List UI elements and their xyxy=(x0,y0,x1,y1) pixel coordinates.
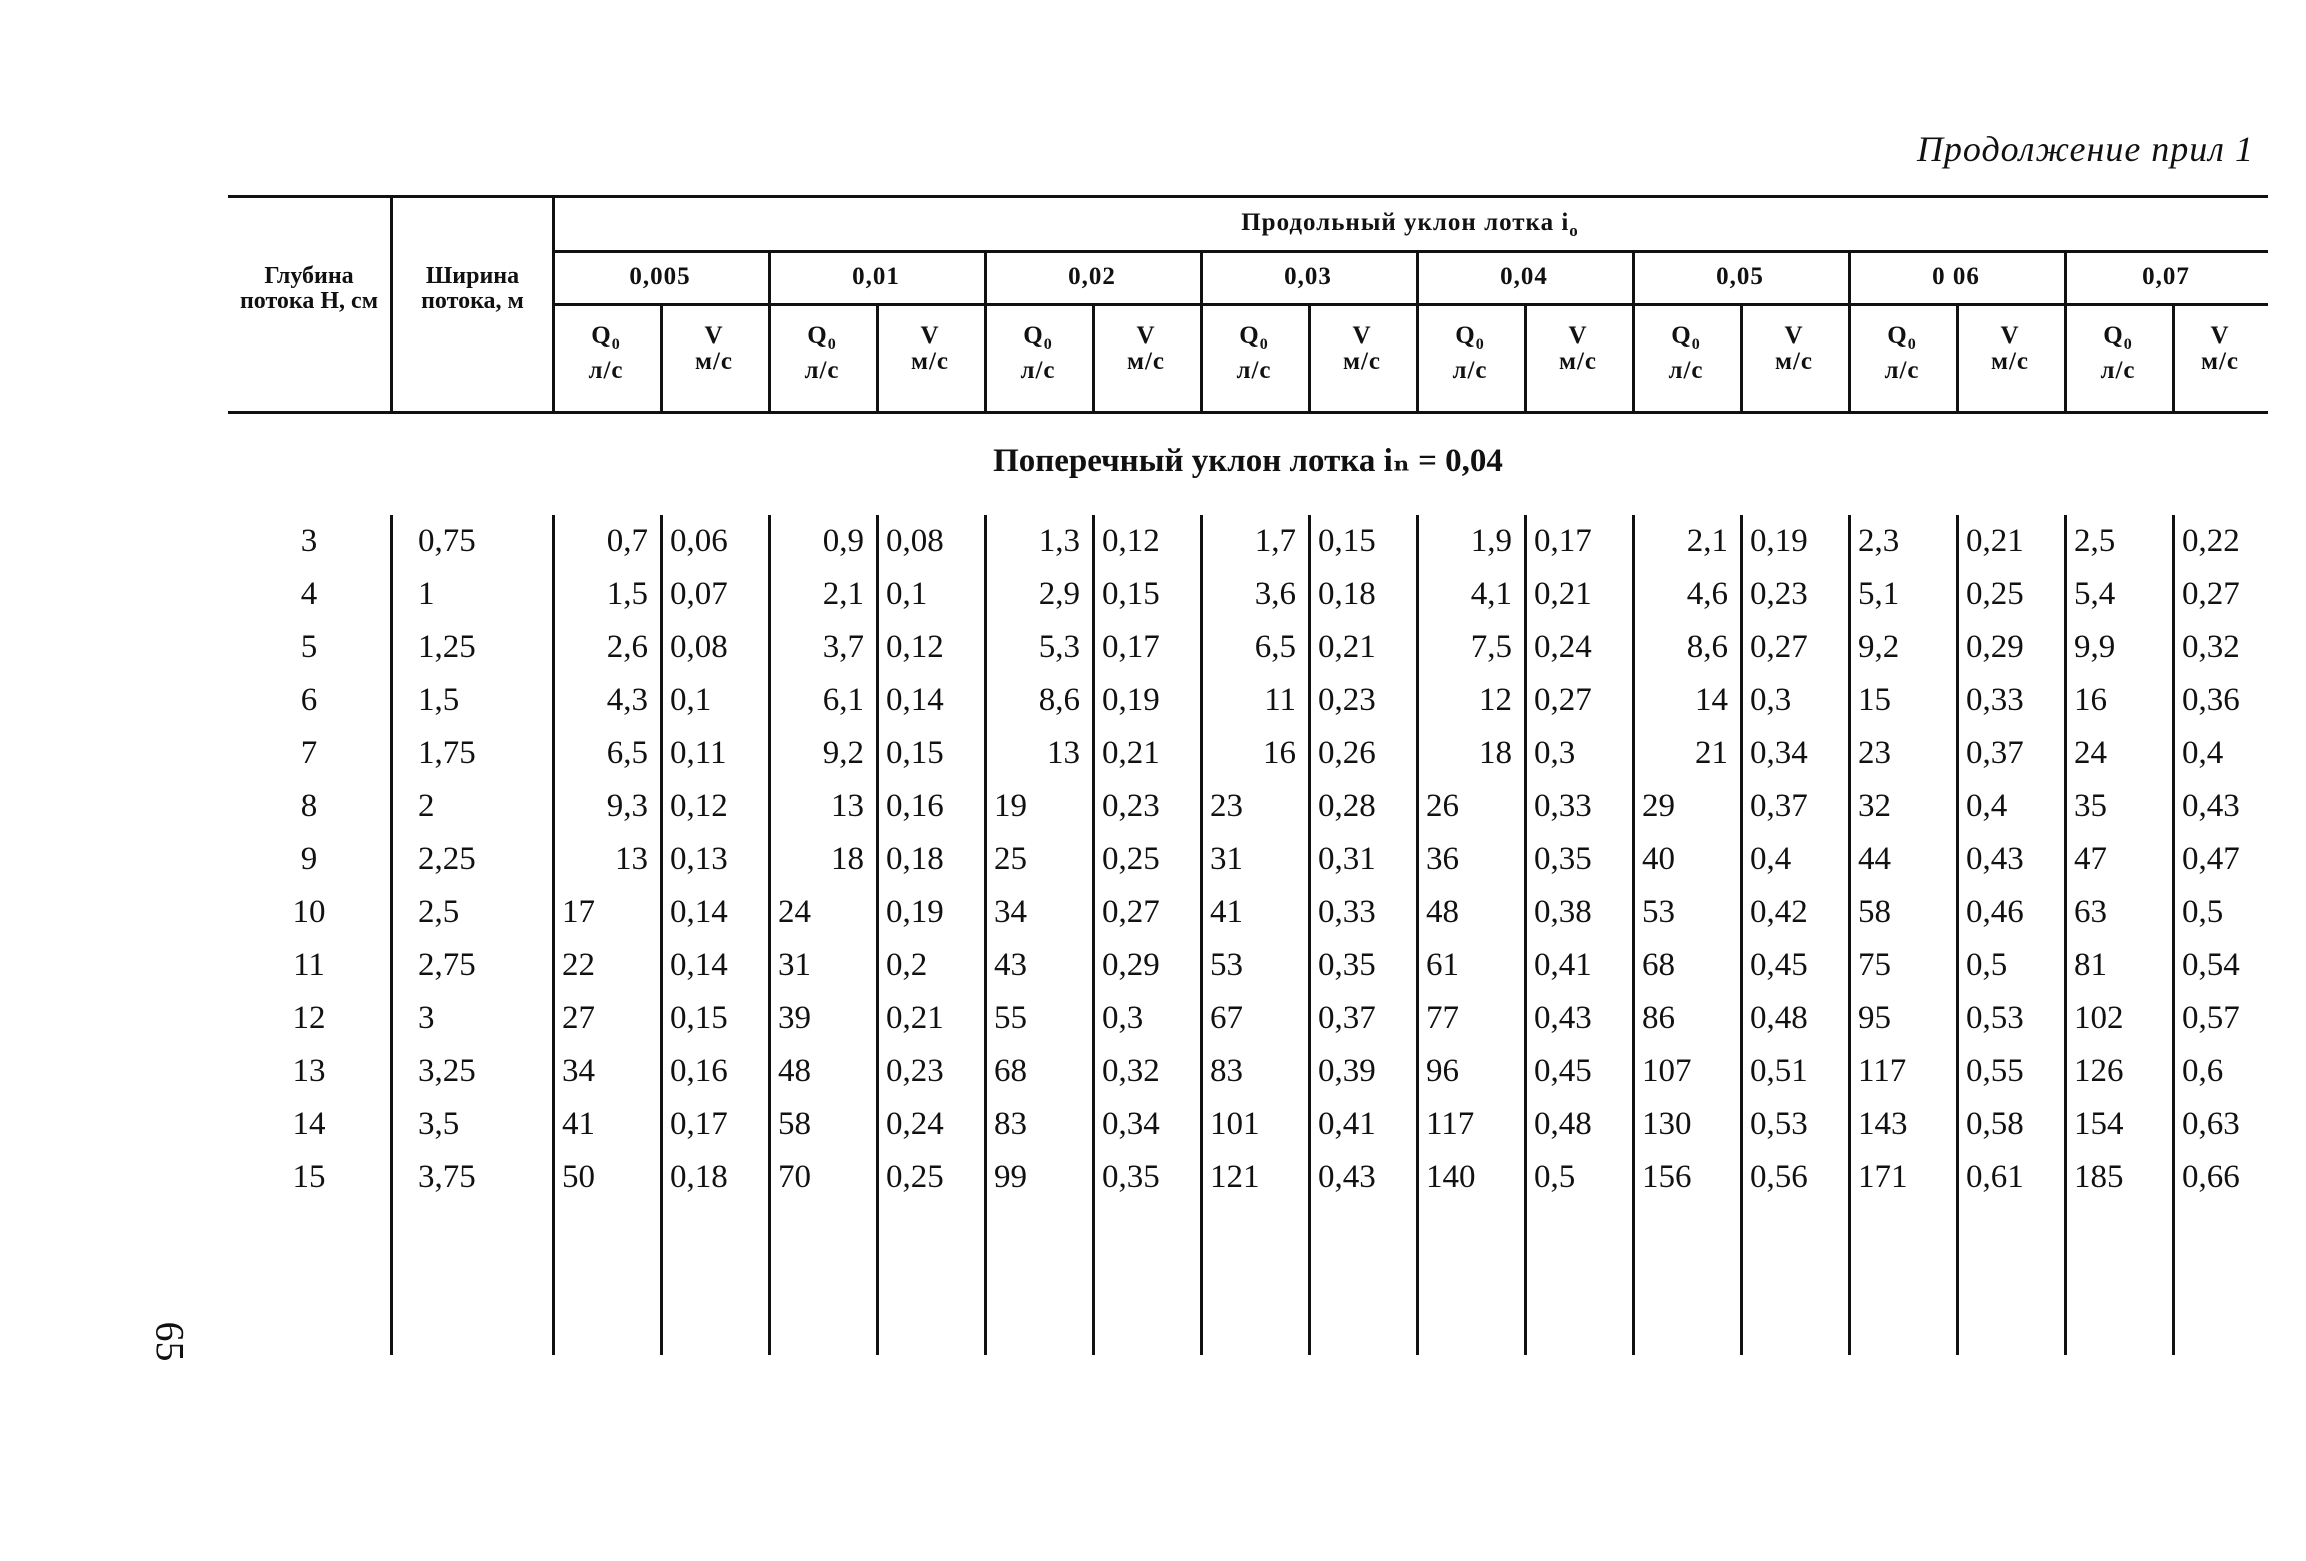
velocity-cell: 0,45 xyxy=(1750,947,1808,983)
flow-cell: 25 xyxy=(994,841,1027,877)
velocity-cell: 0,21 xyxy=(1966,523,2024,559)
velocity-cell: 0,35 xyxy=(1534,841,1592,877)
flow-cell: 34 xyxy=(562,1053,595,1089)
flow-cell: 12 xyxy=(1479,682,1512,718)
flow-cell: 8,6 xyxy=(1686,629,1728,665)
flow-cell: 58 xyxy=(778,1106,811,1142)
velocity-cell: 0,3 xyxy=(1102,1000,1144,1036)
flow-cell: 26 xyxy=(1426,788,1459,824)
flow-cell: 2,5 xyxy=(2074,523,2116,559)
page-number: 65 xyxy=(147,1321,193,1362)
q-flow-column-header: $Q_0$ л/с xyxy=(1884,322,1920,384)
velocity-cell: 0,12 xyxy=(1102,523,1160,559)
table-row xyxy=(228,568,2268,621)
flow-cell: 121 xyxy=(1210,1159,1260,1195)
velocity-cell: 0,2 xyxy=(886,947,928,983)
flow-cell: 47 xyxy=(2074,841,2107,877)
velocity-column-header: V м/с xyxy=(2200,322,2240,375)
velocity-column-header: V м/с xyxy=(1990,322,2030,375)
velocity-cell: 0,28 xyxy=(1318,788,1376,824)
velocity-cell: 0,63 xyxy=(2182,1106,2240,1142)
flow-cell: 18 xyxy=(831,841,864,877)
velocity-cell: 0,12 xyxy=(670,788,728,824)
flow-cell: 13 xyxy=(615,841,648,877)
flow-cell: 70 xyxy=(778,1159,811,1195)
table-row xyxy=(228,1098,2268,1151)
velocity-cell: 0,26 xyxy=(1318,735,1376,771)
velocity-cell: 0,43 xyxy=(1318,1159,1376,1195)
velocity-column-header: V м/с xyxy=(694,322,734,375)
velocity-cell: 0,43 xyxy=(1534,1000,1592,1036)
velocity-cell: 0,4 xyxy=(2182,735,2224,771)
velocity-cell: 0,21 xyxy=(1318,629,1376,665)
flow-cell: 55 xyxy=(994,1000,1027,1036)
slope-value: 0,03 xyxy=(1284,263,1332,290)
velocity-cell: 0,66 xyxy=(2182,1159,2240,1195)
table-row xyxy=(228,939,2268,992)
depth-cell: 4 xyxy=(300,576,318,612)
flow-cell: 171 xyxy=(1858,1159,1908,1195)
flow-cell: 24 xyxy=(778,894,811,930)
flow-cell: 154 xyxy=(2074,1106,2124,1142)
flow-cell: 3,6 xyxy=(1254,576,1296,612)
width-cell: 1,75 xyxy=(418,735,476,771)
flow-cell: 35 xyxy=(2074,788,2107,824)
flow-cell: 53 xyxy=(1642,894,1675,930)
flow-cell: 19 xyxy=(994,788,1027,824)
velocity-cell: 0,33 xyxy=(1318,894,1376,930)
flow-cell: 13 xyxy=(831,788,864,824)
flow-cell: 2,9 xyxy=(1038,576,1080,612)
velocity-cell: 0,31 xyxy=(1318,841,1376,877)
flow-cell: 6,1 xyxy=(822,682,864,718)
flow-cell: 18 xyxy=(1479,735,1512,771)
width-cell: 2,5 xyxy=(418,894,460,930)
table-row xyxy=(228,992,2268,1045)
flow-cell: 15 xyxy=(1858,682,1891,718)
velocity-cell: 0,43 xyxy=(2182,788,2240,824)
velocity-cell: 0,61 xyxy=(1966,1159,2024,1195)
velocity-cell: 0,53 xyxy=(1966,1000,2024,1036)
flow-cell: 107 xyxy=(1642,1053,1692,1089)
flow-cell: 4,6 xyxy=(1686,576,1728,612)
depth-cell: 11 xyxy=(293,947,325,983)
flow-cell: 9,2 xyxy=(1858,629,1900,665)
velocity-cell: 0,51 xyxy=(1750,1053,1808,1089)
velocity-cell: 0,41 xyxy=(1534,947,1592,983)
depth-cell: 14 xyxy=(292,1106,326,1142)
flow-cell: 0,9 xyxy=(822,523,864,559)
velocity-cell: 0,4 xyxy=(1966,788,2008,824)
velocity-cell: 0,23 xyxy=(1750,576,1808,612)
flow-cell: 16 xyxy=(1263,735,1296,771)
flow-cell: 77 xyxy=(1426,1000,1459,1036)
continuation-caption: Продолжение прил 1 xyxy=(1916,129,2254,169)
flow-cell: 130 xyxy=(1642,1106,1692,1142)
velocity-cell: 0,19 xyxy=(886,894,944,930)
flow-cell: 81 xyxy=(2074,947,2107,983)
q-flow-column-header: $Q_0$ л/с xyxy=(588,322,624,384)
velocity-cell: 0,14 xyxy=(670,894,728,930)
depth-cell: 6 xyxy=(300,682,318,718)
flow-cell: 41 xyxy=(562,1106,595,1142)
flow-cell: 2,1 xyxy=(1686,523,1728,559)
flow-cell: 5,3 xyxy=(1038,629,1080,665)
flow-cell: 3,7 xyxy=(822,629,864,665)
flow-cell: 4,3 xyxy=(606,682,648,718)
q-flow-column-header: $Q_0$ л/с xyxy=(1452,322,1488,384)
velocity-cell: 0,5 xyxy=(1966,947,2008,983)
table-row xyxy=(228,727,2268,780)
velocity-cell: 0,22 xyxy=(2182,523,2240,559)
flow-cell: 63 xyxy=(2074,894,2107,930)
flow-cell: 34 xyxy=(994,894,1027,930)
velocity-cell: 0,24 xyxy=(1534,629,1592,665)
velocity-cell: 0,16 xyxy=(886,788,944,824)
velocity-cell: 0,21 xyxy=(886,1000,944,1036)
width-cell: 2 xyxy=(418,788,435,824)
flow-cell: 2,1 xyxy=(822,576,864,612)
header-rule xyxy=(552,303,2268,306)
width-cell: 1 xyxy=(418,576,435,612)
velocity-cell: 0,38 xyxy=(1534,894,1592,930)
table-row xyxy=(228,674,2268,727)
flow-cell: 8,6 xyxy=(1038,682,1080,718)
velocity-cell: 0,29 xyxy=(1966,629,2024,665)
flow-cell: 44 xyxy=(1858,841,1891,877)
velocity-cell: 0,15 xyxy=(1102,576,1160,612)
flow-cell: 22 xyxy=(562,947,595,983)
flow-cell: 83 xyxy=(994,1106,1027,1142)
velocity-cell: 0,27 xyxy=(1534,682,1592,718)
q-flow-column-header: $Q_0$ л/с xyxy=(1236,322,1272,384)
width-column-header: Ширина потока, м xyxy=(421,263,524,314)
velocity-cell: 0,25 xyxy=(886,1159,944,1195)
width-cell: 3 xyxy=(418,1000,435,1036)
flow-cell: 2,6 xyxy=(606,629,648,665)
velocity-cell: 0,07 xyxy=(670,576,728,612)
velocity-cell: 0,25 xyxy=(1966,576,2024,612)
velocity-cell: 0,4 xyxy=(1750,841,1792,877)
velocity-column-header: V м/с xyxy=(1126,322,1166,375)
velocity-cell: 0,15 xyxy=(1318,523,1376,559)
width-cell: 2,25 xyxy=(418,841,476,877)
velocity-cell: 0,14 xyxy=(886,682,944,718)
velocity-cell: 0,56 xyxy=(1750,1159,1808,1195)
flow-cell: 32 xyxy=(1858,788,1891,824)
flow-cell: 95 xyxy=(1858,1000,1891,1036)
velocity-cell: 0,3 xyxy=(1750,682,1792,718)
flow-cell: 2,3 xyxy=(1858,523,1900,559)
width-cell: 3,25 xyxy=(418,1053,476,1089)
velocity-cell: 0,35 xyxy=(1102,1159,1160,1195)
velocity-cell: 0,1 xyxy=(886,576,928,612)
velocity-cell: 0,37 xyxy=(1750,788,1808,824)
flow-cell: 68 xyxy=(994,1053,1027,1089)
table-row xyxy=(228,1045,2268,1098)
velocity-cell: 0,27 xyxy=(2182,576,2240,612)
velocity-cell: 0,42 xyxy=(1750,894,1808,930)
flow-cell: 23 xyxy=(1858,735,1891,771)
velocity-column-header: V м/с xyxy=(1774,322,1814,375)
width-cell: 0,75 xyxy=(418,523,476,559)
velocity-cell: 0,5 xyxy=(1534,1159,1576,1195)
velocity-cell: 0,55 xyxy=(1966,1053,2024,1089)
velocity-column-header: V м/с xyxy=(1558,322,1598,375)
flow-cell: 5,4 xyxy=(2074,576,2116,612)
flow-cell: 126 xyxy=(2074,1053,2124,1089)
velocity-cell: 0,36 xyxy=(2182,682,2240,718)
flow-cell: 5,1 xyxy=(1858,576,1900,612)
velocity-cell: 0,39 xyxy=(1318,1053,1376,1089)
velocity-cell: 0,34 xyxy=(1102,1106,1160,1142)
velocity-cell: 0,43 xyxy=(1966,841,2024,877)
flow-cell: 16 xyxy=(2074,682,2107,718)
velocity-cell: 0,19 xyxy=(1750,523,1808,559)
velocity-cell: 0,18 xyxy=(1318,576,1376,612)
velocity-cell: 0,33 xyxy=(1534,788,1592,824)
velocity-cell: 0,12 xyxy=(886,629,944,665)
velocity-cell: 0,27 xyxy=(1102,894,1160,930)
flow-cell: 61 xyxy=(1426,947,1459,983)
flow-cell: 29 xyxy=(1642,788,1675,824)
slope-value: 0,02 xyxy=(1068,263,1116,290)
velocity-cell: 0,06 xyxy=(670,523,728,559)
table-row xyxy=(228,515,2268,568)
depth-cell: 10 xyxy=(292,894,326,930)
depth-cell: 7 xyxy=(300,735,318,771)
table-row xyxy=(228,833,2268,886)
velocity-cell: 0,21 xyxy=(1102,735,1160,771)
depth-cell: 3 xyxy=(300,523,318,559)
velocity-cell: 0,32 xyxy=(2182,629,2240,665)
velocity-cell: 0,24 xyxy=(886,1106,944,1142)
velocity-cell: 0,41 xyxy=(1318,1106,1376,1142)
velocity-cell: 0,08 xyxy=(886,523,944,559)
q-flow-column-header: $Q_0$ л/с xyxy=(804,322,840,384)
flow-cell: 11 xyxy=(1264,682,1296,718)
velocity-cell: 0,18 xyxy=(670,1159,728,1195)
velocity-cell: 0,48 xyxy=(1534,1106,1592,1142)
flow-cell: 102 xyxy=(2074,1000,2124,1036)
flow-cell: 36 xyxy=(1426,841,1459,877)
q-flow-column-header: $Q_0$ л/с xyxy=(1020,322,1056,384)
flow-cell: 1,5 xyxy=(606,576,648,612)
table-row xyxy=(228,621,2268,674)
velocity-cell: 0,23 xyxy=(886,1053,944,1089)
flow-cell: 185 xyxy=(2074,1159,2124,1195)
flow-cell: 9,9 xyxy=(2074,629,2116,665)
flow-cell: 67 xyxy=(1210,1000,1243,1036)
flow-cell: 41 xyxy=(1210,894,1243,930)
depth-cell: 15 xyxy=(292,1159,326,1195)
table-row xyxy=(228,886,2268,939)
flow-cell: 24 xyxy=(2074,735,2107,771)
slope-value: 0,04 xyxy=(1500,263,1548,290)
slope-value: 0,005 xyxy=(629,263,691,290)
flow-cell: 48 xyxy=(1426,894,1459,930)
slope-value: 0 06 xyxy=(1932,263,1980,290)
depth-cell: 8 xyxy=(300,788,318,824)
flow-cell: 117 xyxy=(1858,1053,1907,1089)
depth-cell: 13 xyxy=(292,1053,326,1089)
flow-cell: 39 xyxy=(778,1000,811,1036)
flow-cell: 53 xyxy=(1210,947,1243,983)
depth-column-header: Глубина потока Н, см xyxy=(239,263,379,314)
flow-cell: 27 xyxy=(562,1000,595,1036)
flow-cell: 6,5 xyxy=(1254,629,1296,665)
velocity-cell: 0,6 xyxy=(2182,1053,2224,1089)
velocity-cell: 0,54 xyxy=(2182,947,2240,983)
section-title: Поперечный уклон лотка iₙ = 0,04 xyxy=(993,443,1503,479)
slope-value: 0,01 xyxy=(852,263,900,290)
velocity-cell: 0,35 xyxy=(1318,947,1376,983)
flow-cell: 58 xyxy=(1858,894,1891,930)
flow-cell: 117 xyxy=(1426,1106,1475,1142)
velocity-cell: 0,58 xyxy=(1966,1106,2024,1142)
flow-cell: 101 xyxy=(1210,1106,1260,1142)
velocity-cell: 0,25 xyxy=(1102,841,1160,877)
flow-cell: 31 xyxy=(1210,841,1243,877)
depth-cell: 5 xyxy=(300,629,318,665)
flow-cell: 96 xyxy=(1426,1053,1459,1089)
velocity-cell: 0,21 xyxy=(1534,576,1592,612)
velocity-cell: 0,08 xyxy=(670,629,728,665)
velocity-cell: 0,16 xyxy=(670,1053,728,1089)
velocity-cell: 0,15 xyxy=(670,1000,728,1036)
flow-cell: 40 xyxy=(1642,841,1675,877)
velocity-column-header: V м/с xyxy=(910,322,950,375)
flow-cell: 1,3 xyxy=(1038,523,1080,559)
q-flow-column-header: $Q_0$ л/с xyxy=(1668,322,1704,384)
header-rule xyxy=(552,250,2268,253)
velocity-cell: 0,46 xyxy=(1966,894,2024,930)
flow-cell: 99 xyxy=(994,1159,1027,1195)
flow-cell: 43 xyxy=(994,947,1027,983)
velocity-cell: 0,17 xyxy=(1102,629,1160,665)
flow-cell: 4,1 xyxy=(1470,576,1512,612)
velocity-cell: 0,32 xyxy=(1102,1053,1160,1089)
flow-cell: 6,5 xyxy=(606,735,648,771)
velocity-cell: 0,5 xyxy=(2182,894,2224,930)
velocity-cell: 0,57 xyxy=(2182,1000,2240,1036)
velocity-cell: 0,1 xyxy=(670,682,712,718)
flow-cell: 86 xyxy=(1642,1000,1675,1036)
velocity-cell: 0,29 xyxy=(1102,947,1160,983)
flow-cell: 0,7 xyxy=(606,523,648,559)
width-cell: 3,5 xyxy=(418,1106,460,1142)
flow-cell: 75 xyxy=(1858,947,1891,983)
depth-cell: 9 xyxy=(300,841,318,877)
flow-cell: 1,9 xyxy=(1470,523,1512,559)
table-body xyxy=(228,515,2268,1355)
flow-cell: 9,3 xyxy=(606,788,648,824)
velocity-cell: 0,23 xyxy=(1102,788,1160,824)
velocity-cell: 0,37 xyxy=(1966,735,2024,771)
table-header xyxy=(228,195,2268,414)
width-cell: 1,5 xyxy=(418,682,460,718)
flow-cell: 23 xyxy=(1210,788,1243,824)
velocity-cell: 0,14 xyxy=(670,947,728,983)
width-cell: 2,75 xyxy=(418,947,476,983)
velocity-cell: 0,53 xyxy=(1750,1106,1808,1142)
velocity-cell: 0,45 xyxy=(1534,1053,1592,1089)
depth-cell: 12 xyxy=(292,1000,326,1036)
flow-cell: 14 xyxy=(1695,682,1728,718)
flow-cell: 17 xyxy=(562,894,595,930)
slope-value: 0,07 xyxy=(2142,263,2190,290)
flow-cell: 1,7 xyxy=(1254,523,1296,559)
slope-value: 0,05 xyxy=(1716,263,1764,290)
velocity-cell: 0,15 xyxy=(886,735,944,771)
flow-cell: 13 xyxy=(1047,735,1080,771)
table-row xyxy=(228,780,2268,833)
flow-cell: 83 xyxy=(1210,1053,1243,1089)
flow-cell: 9,2 xyxy=(822,735,864,771)
longitudinal-slope-header: Продольный уклон лотка $i_o$ xyxy=(1241,209,1579,240)
velocity-cell: 0,17 xyxy=(670,1106,728,1142)
flow-cell: 140 xyxy=(1426,1159,1476,1195)
flow-cell: 68 xyxy=(1642,947,1675,983)
velocity-cell: 0,19 xyxy=(1102,682,1160,718)
velocity-cell: 0,47 xyxy=(2182,841,2240,877)
flow-cell: 31 xyxy=(778,947,811,983)
velocity-cell: 0,13 xyxy=(670,841,728,877)
table-row xyxy=(228,1151,2268,1204)
velocity-cell: 0,33 xyxy=(1966,682,2024,718)
velocity-cell: 0,18 xyxy=(886,841,944,877)
velocity-cell: 0,23 xyxy=(1318,682,1376,718)
velocity-column-header: V м/с xyxy=(1342,322,1382,375)
flow-table xyxy=(228,195,2268,1195)
flow-cell: 50 xyxy=(562,1159,595,1195)
flow-cell: 21 xyxy=(1695,735,1728,771)
flow-cell: 156 xyxy=(1642,1159,1692,1195)
velocity-cell: 0,11 xyxy=(670,735,727,771)
velocity-cell: 0,37 xyxy=(1318,1000,1376,1036)
flow-cell: 143 xyxy=(1858,1106,1908,1142)
flow-cell: 48 xyxy=(778,1053,811,1089)
velocity-cell: 0,17 xyxy=(1534,523,1592,559)
flow-cell: 7,5 xyxy=(1470,629,1512,665)
q-flow-column-header: $Q_0$ л/с xyxy=(2100,322,2136,384)
velocity-cell: 0,48 xyxy=(1750,1000,1808,1036)
velocity-cell: 0,34 xyxy=(1750,735,1808,771)
width-cell: 3,75 xyxy=(418,1159,476,1195)
velocity-cell: 0,27 xyxy=(1750,629,1808,665)
velocity-cell: 0,3 xyxy=(1534,735,1576,771)
width-cell: 1,25 xyxy=(418,629,476,665)
